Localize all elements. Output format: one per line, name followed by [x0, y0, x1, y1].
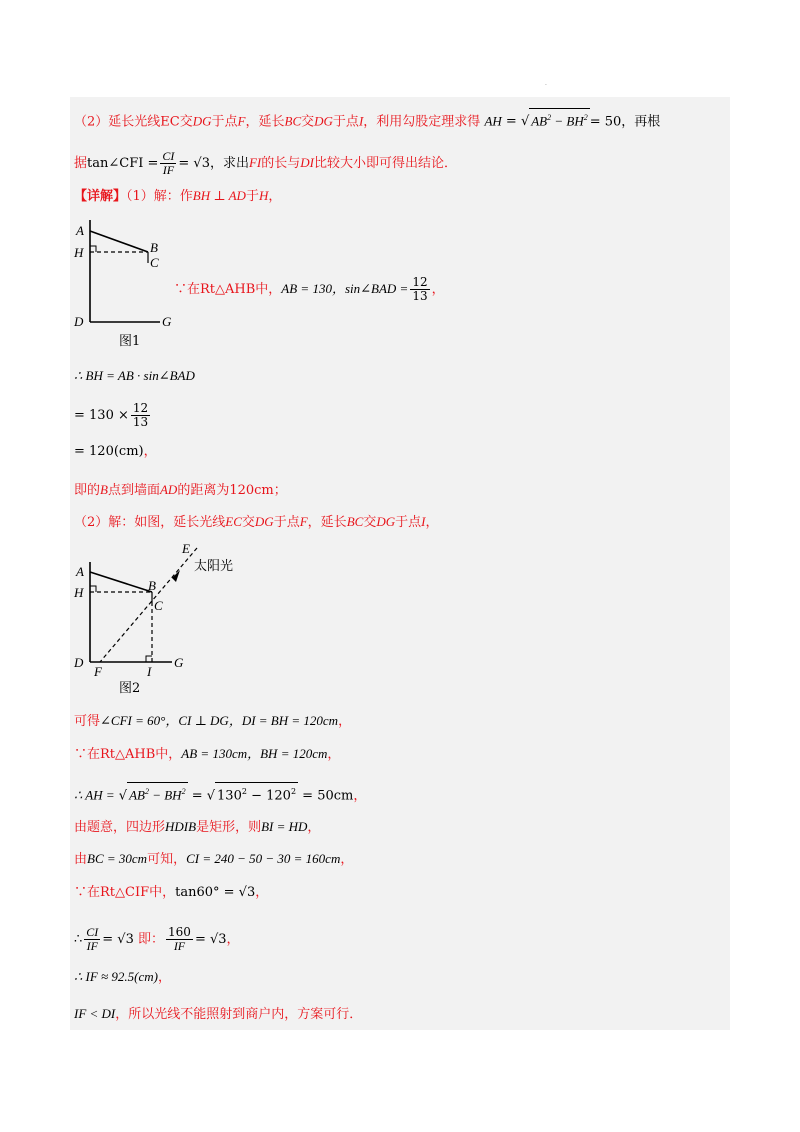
svg-text:F: F: [94, 664, 102, 679]
part2-line-8: ∴ IF ≈ 92.5(cm)，: [74, 969, 172, 985]
part1-step1: ∴ BH = AB · sin∠BAD: [74, 368, 195, 383]
svg-text:H: H: [74, 245, 84, 260]
figure-2-caption: 图2: [119, 681, 141, 696]
svg-text:A: A: [76, 564, 84, 579]
sun-label: 太阳光: [194, 558, 234, 573]
stray-dot: ·: [545, 82, 547, 89]
part2-line-2: ∵在Rt△AHB中，AB = 130cm，BH = 120cm，: [74, 746, 341, 762]
analysis-line-1: （2）延长光线EC交DG于点F，延长BC交DG于点I，利用勾股定理求得 AH = √ $AB^2 - BH^2 = 50$，再根: [74, 108, 660, 131]
part2-line-1: 可得∠CFI = 60°，CI ⊥ DG，DI = BH = 120cm，: [74, 713, 352, 729]
part2-line-4: 由题意，四边形HDIB是矩形，则BI = HD，: [74, 819, 321, 835]
part2-line-5: 由BC = 30cm可知，CI = 240 − 50 − 30 = 160cm，: [74, 851, 354, 867]
part2-line-9: IF < DI，所以光线不能照射到商户内，方案可行．: [74, 1006, 363, 1022]
detail-header: 【详解】: [74, 189, 127, 204]
svg-text:G: G: [162, 314, 172, 329]
svg-text:D: D: [74, 314, 84, 329]
svg-text:B: B: [150, 240, 158, 255]
part2-intro: （2）解：如图，延长光线EC交DG于点F，延长BC交DG于点I，: [74, 514, 439, 530]
analysis-line-2: 据tan∠CFI = $\frac{CI}{IF}$ = √3，求出FI的长与DI比较大小即可得出结论．: [74, 149, 458, 177]
svg-text:E: E: [182, 541, 190, 556]
part1-step3: = 120(cm)，: [74, 444, 157, 459]
part1-because: ∵在Rt△AHB中，AB = 130，sin∠BAD = $\frac{12}{13}$ ，: [174, 275, 445, 303]
svg-text:A: A: [76, 223, 84, 238]
part2-line-3: ∴ AH = √ $AB^2 - BH^2$ = √ $130^2 - 120^2 = 50cm$，: [74, 782, 366, 805]
svg-text:D: D: [74, 655, 84, 670]
part1-conclusion: 即的B点到墙面AD的距离为120cm；: [74, 482, 287, 498]
part1-step2: = 130 × $\frac{12}{13}$: [74, 401, 149, 429]
svg-text:C: C: [150, 255, 159, 270]
svg-text:C: C: [154, 598, 163, 613]
figure-2: [72, 540, 252, 680]
figure-1-caption: 图1: [119, 334, 141, 349]
part2-line-6: ∵在Rt△CIF中，tan60° = √3，: [74, 885, 269, 900]
part2-line-7: ∴ $\frac{CI}{IF}$ = √3 即： $\frac{160}{IF}$ = √3，: [74, 925, 240, 953]
detail-line: 【详解】（1）解：作BH ⊥ AD于H，: [74, 188, 282, 204]
svg-text:H: H: [74, 585, 84, 600]
svg-text:G: G: [174, 655, 184, 670]
svg-text:B: B: [148, 578, 156, 593]
svg-text:I: I: [147, 664, 152, 679]
